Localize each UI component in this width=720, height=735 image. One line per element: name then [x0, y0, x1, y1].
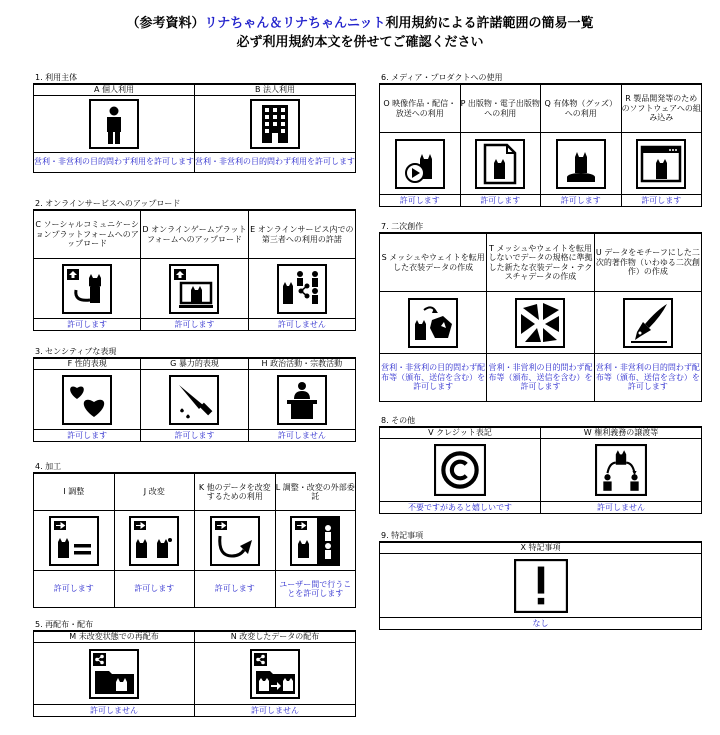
share-modified-icon	[250, 649, 300, 699]
license-table	[33, 84, 356, 173]
knife-icon	[169, 375, 219, 425]
section-redistribution	[33, 620, 356, 717]
cell-head-g: G 暴力的表現	[141, 359, 248, 370]
software-window-icon	[636, 139, 686, 189]
share-folder-icon	[89, 649, 139, 699]
podium-icon	[277, 375, 327, 425]
texture-shards-icon	[515, 298, 565, 348]
cell-perm-h: 許可しません	[248, 430, 355, 442]
title-product-name: リナちゃん＆リナちゃんニット	[204, 16, 386, 31]
section-derivative-works	[379, 222, 702, 402]
cell-head-f: F 性的表現	[34, 359, 141, 370]
cell-perm-r: 許可します	[621, 195, 702, 207]
cell-perm-m: 許可しません	[34, 705, 195, 717]
title-suffix: 利用規約による許諾範囲の簡易一覧	[385, 16, 594, 31]
license-table	[33, 210, 356, 331]
video-play-icon	[395, 139, 445, 189]
section-title: 3. センシティブな表現	[33, 347, 356, 358]
cell-perm-g: 許可します	[141, 430, 248, 442]
cell-perm-t: 営利・非営利の目的問わず配布等（頒布、送信を含む）を許可します	[487, 354, 594, 402]
cell-perm-b: 営利・非営利の目的問わず利用を許可します	[195, 152, 356, 172]
person-icon	[89, 99, 139, 149]
section-media-products	[379, 73, 702, 207]
document-cat-icon	[475, 139, 525, 189]
section-title: 2. オンラインサービスへのアップロード	[33, 199, 356, 210]
cell-head-k: K 他のデータを改変するための利用	[195, 474, 276, 511]
cell-head-v: V クレジット表記	[380, 428, 541, 439]
cell-perm-o: 許可します	[380, 195, 461, 207]
page-title	[0, 12, 720, 31]
section-title: 4. 加工	[33, 462, 356, 473]
section-title: 8. その他	[379, 416, 702, 427]
section-sensitive-expression	[33, 347, 356, 442]
cell-head-l: L 調整・改変の外部委託	[275, 474, 356, 511]
pen-nib-icon	[623, 298, 673, 348]
cell-perm-x: なし	[380, 618, 702, 630]
share-people-icon	[277, 264, 327, 314]
section-other	[379, 416, 702, 514]
cell-perm-e: 許可しません	[248, 319, 355, 331]
cell-perm-l: ユーザー間で行うことを許可します	[275, 571, 356, 608]
cell-perm-d: 許可します	[141, 319, 248, 331]
transfer-people-icon	[595, 444, 647, 496]
page-subtitle: 必ず利用規約本文を併せてご確認ください	[236, 35, 484, 50]
license-table	[33, 631, 356, 717]
hearts-icon	[62, 375, 112, 425]
section-title: 5. 再配布・配布	[33, 620, 356, 631]
tail-data-icon	[210, 516, 260, 566]
cell-head-s: S メッシュやウェイトを転用した衣装データの作成	[380, 234, 487, 292]
cell-head-w: W 権利義務の譲渡等	[541, 428, 702, 439]
copyright-icon	[434, 444, 486, 496]
license-table	[33, 473, 356, 608]
cell-head-j: J 改変	[114, 474, 195, 511]
cell-head-t: T メッシュやウェイトを転用しないでデータの規格に準拠した新たな衣装データ・テクスチャデータの作成	[487, 234, 594, 292]
modify-cats-icon	[129, 516, 179, 566]
cell-head-c: C ソーシャルコミュニケーションプラットフォームへのアップロード	[34, 211, 141, 259]
cell-perm-a: 営利・非営利の目的問わず利用を許可します	[34, 152, 195, 172]
cell-perm-j: 許可します	[114, 571, 195, 608]
cell-perm-p: 許可します	[460, 195, 541, 207]
upload-cat-icon	[62, 264, 112, 314]
license-table	[33, 358, 356, 442]
license-table	[379, 427, 702, 514]
cell-perm-w: 許可しません	[541, 502, 702, 514]
title-prefix: （参考資料）	[126, 16, 205, 31]
cell-head-a: A 個人利用	[34, 85, 195, 96]
section-special-notes	[379, 531, 702, 630]
section-title: 7. 二次創作	[379, 222, 702, 233]
cell-perm-i: 許可します	[34, 571, 115, 608]
section-processing	[33, 462, 356, 608]
cell-head-b: B 法人利用	[195, 85, 356, 96]
building-icon	[250, 99, 300, 149]
cell-head-u: U データをモチーフにした二次的著作物（いわゆる二次創作）の作成	[594, 234, 701, 292]
cell-head-o: O 映像作品・配信・放送への利用	[380, 85, 461, 133]
cell-head-m: M 未改変状態での再配布	[34, 632, 195, 643]
cell-perm-n: 許可しません	[195, 705, 356, 717]
outsource-icon	[290, 516, 340, 566]
cell-perm-s: 営利・非営利の目的問わず配布等（頒布、送信を含む）を許可します	[380, 354, 487, 402]
section-title: 9. 特記事項	[379, 531, 702, 542]
cell-perm-f: 許可します	[34, 430, 141, 442]
upload-monitor-cat-icon	[169, 264, 219, 314]
license-table	[379, 542, 702, 630]
cell-head-p: P 出版物・電子出版物への利用	[460, 85, 541, 133]
cell-head-e: E オンラインサービス内での第三者への利用の許諾	[248, 211, 355, 259]
cell-head-h: H 政治活動・宗教活動	[248, 359, 355, 370]
figure-cat-icon	[556, 139, 606, 189]
adjust-equal-icon	[49, 516, 99, 566]
cell-head-n: N 改変したデータの配布	[195, 632, 356, 643]
mesh-transfer-icon	[408, 298, 458, 348]
cell-perm-q: 許可します	[541, 195, 622, 207]
license-table	[379, 233, 702, 402]
exclamation-icon	[514, 559, 568, 613]
license-table	[379, 84, 702, 207]
cell-perm-v: 不要ですがあると嬉しいです	[380, 502, 541, 514]
cell-head-x: X 特記事項	[380, 543, 702, 554]
cell-head-r: R 製品開発等のためのソフトウェアへの組み込み	[621, 85, 702, 133]
cell-head-d: D オンラインゲームプラットフォームへのアップロード	[141, 211, 248, 259]
section-title: 1. 利用主体	[33, 73, 356, 84]
cell-perm-u: 営利・非営利の目的問わず配布等（頒布、送信を含む）を許可します	[594, 354, 701, 402]
section-title: 6. メディア・プロダクトへの使用	[379, 73, 702, 84]
section-online-upload	[33, 199, 356, 331]
cell-head-q: Q 有体物（グッズ）への利用	[541, 85, 622, 133]
section-usage-subject	[33, 73, 356, 173]
cell-head-i: I 調整	[34, 474, 115, 511]
cell-perm-k: 許可します	[195, 571, 276, 608]
cell-perm-c: 許可します	[34, 319, 141, 331]
